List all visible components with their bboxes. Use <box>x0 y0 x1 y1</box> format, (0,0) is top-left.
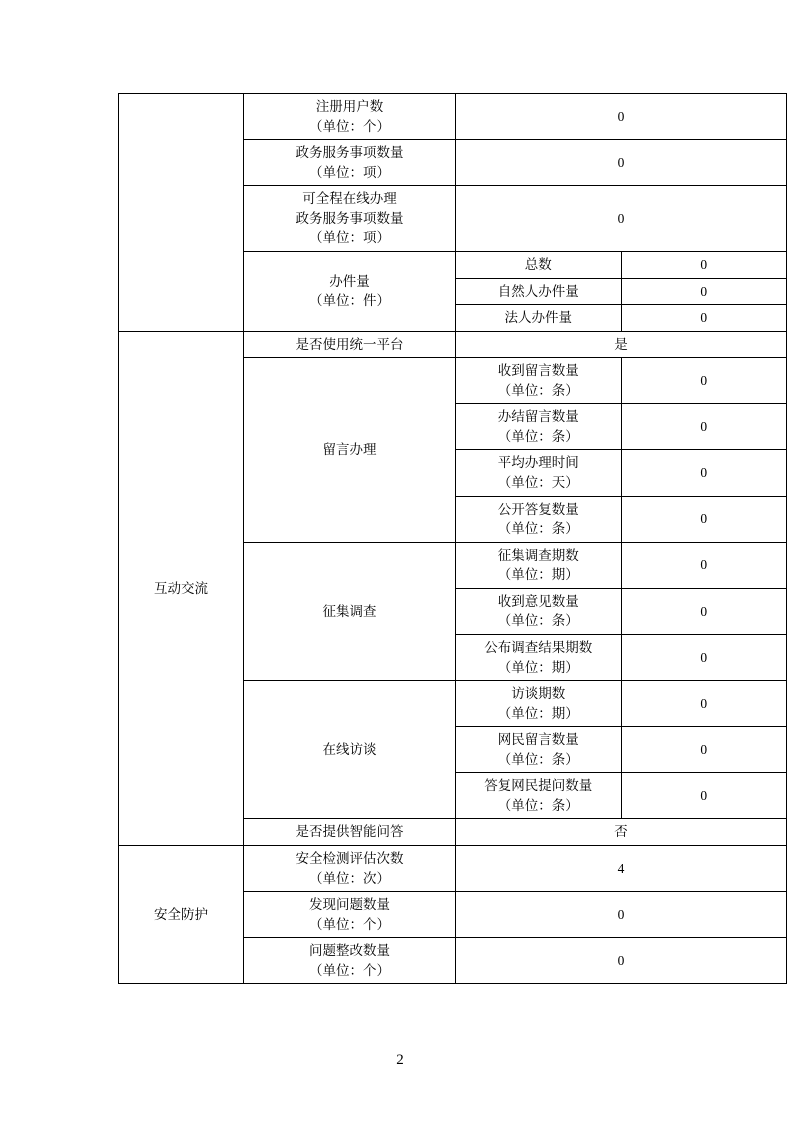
item-label-handled-cases <box>244 251 456 331</box>
value-registered-users: 0 <box>456 94 787 140</box>
item-label-security-assessments <box>244 846 456 892</box>
value-unified-platform: 是 <box>456 331 787 358</box>
category-cell-empty <box>119 94 244 332</box>
item-label-netizen-questions-answered <box>456 773 622 819</box>
value-security-assessments: 4 <box>456 846 787 892</box>
value-netizen-questions-answered: 0 <box>621 773 787 819</box>
label-line1: 公布调查结果期数 <box>484 639 593 655</box>
label-line2: （单位：期） <box>497 705 579 721</box>
value-public-replies: 0 <box>621 496 787 542</box>
label-line2: （单位：项） <box>309 164 390 180</box>
item-label-natural-person-cases: 自然人办件量 <box>456 278 622 305</box>
label-line2: （单位：条） <box>497 382 579 398</box>
item-label-opinions-received <box>456 588 622 634</box>
value-total-cases: 0 <box>621 251 787 278</box>
label-line2: 政务服务事项数量 <box>295 210 404 226</box>
value-issues-rectified: 0 <box>456 938 787 984</box>
label-line2: （单位：个） <box>309 916 390 932</box>
label-line2: （单位：件） <box>309 293 390 309</box>
label-line1: 注册用户数 <box>315 99 384 114</box>
label-line2: （单位：天） <box>497 475 579 490</box>
item-label-public-replies <box>456 496 622 542</box>
label-line2: （单位：条） <box>497 521 579 537</box>
label-line1: 访谈期数 <box>511 686 566 702</box>
label-line1: 办结留言数量 <box>497 409 579 425</box>
item-label-interview-periods <box>456 681 622 727</box>
label-line1: 政务服务事项数量 <box>295 145 404 161</box>
category-cell-interaction: 互动交流 <box>119 331 244 845</box>
label-line1: 网民留言数量 <box>497 732 579 748</box>
table-row <box>119 331 787 358</box>
item-label-fully-online-service-items <box>244 186 456 252</box>
value-opinions-received: 0 <box>621 588 787 634</box>
label-line2: （单位：个） <box>309 962 390 978</box>
label-line1: 问题整改数量 <box>309 943 390 959</box>
label-line1: 收到留言数量 <box>497 363 579 379</box>
value-legal-person-cases: 0 <box>621 305 787 332</box>
label-line2: （单位：条） <box>497 613 579 629</box>
item-label-messages-received <box>456 358 622 404</box>
value-messages-completed: 0 <box>621 404 787 450</box>
report-table-container <box>118 93 708 984</box>
item-label-issues-found <box>244 892 456 938</box>
value-issues-found: 0 <box>456 892 787 938</box>
label-line1: 征集调查期数 <box>497 547 579 563</box>
value-messages-received: 0 <box>621 358 787 404</box>
label-line2: （单位：条） <box>497 751 579 767</box>
value-survey-periods: 0 <box>621 542 787 588</box>
item-label-average-handling-time <box>456 450 622 496</box>
page-number: 2 <box>396 1052 404 1068</box>
value-interview-periods: 0 <box>621 681 787 727</box>
label-line2: （单位：期） <box>497 567 579 583</box>
value-average-handling-time: 0 <box>621 450 787 496</box>
label-line1: 平均办理时间 <box>497 455 579 471</box>
government-website-report-table <box>118 93 787 984</box>
label-line2: （单位：个） <box>309 118 390 134</box>
value-netizen-messages: 0 <box>621 727 787 773</box>
label-line1: 办件量 <box>329 273 370 289</box>
group-label-survey-collection: 征集调查 <box>244 542 456 680</box>
label-line3: （单位：项） <box>309 230 390 246</box>
item-label-service-items-count <box>244 140 456 186</box>
item-label-legal-person-cases: 法人办件量 <box>456 305 622 332</box>
group-label-online-interview: 在线访谈 <box>244 681 456 819</box>
table-row <box>119 94 787 140</box>
item-label-total-cases: 总数 <box>456 251 622 278</box>
item-label-unified-platform: 是否使用统一平台 <box>244 331 456 358</box>
category-cell-security: 安全防护 <box>119 846 244 984</box>
value-service-items-count: 0 <box>456 140 787 186</box>
value-smart-qa: 否 <box>456 819 787 846</box>
item-label-smart-qa: 是否提供智能问答 <box>244 819 456 846</box>
label-line2: （单位：期） <box>497 659 579 675</box>
label-line2: （单位：条） <box>497 428 579 444</box>
item-label-issues-rectified <box>244 938 456 984</box>
value-fully-online-service-items: 0 <box>456 186 787 252</box>
label-line1: 答复网民提问数量 <box>484 778 593 794</box>
value-natural-person-cases: 0 <box>621 278 787 305</box>
value-published-survey-results: 0 <box>621 634 787 680</box>
label-line2: （单位：条） <box>497 797 579 813</box>
item-label-messages-completed <box>456 404 622 450</box>
label-line1: 公开答复数量 <box>497 501 579 517</box>
group-label-message-handling: 留言办理 <box>244 358 456 543</box>
item-label-published-survey-results <box>456 634 622 680</box>
table-row <box>119 846 787 892</box>
label-line1: 发现问题数量 <box>309 897 390 913</box>
label-line2: （单位：次） <box>309 870 390 886</box>
label-line1: 安全检测评估次数 <box>295 851 404 866</box>
label-line1: 可全程在线办理 <box>302 191 397 207</box>
label-line1: 收到意见数量 <box>497 593 579 609</box>
item-label-survey-periods <box>456 542 622 588</box>
item-label-registered-users <box>244 94 456 140</box>
item-label-netizen-messages <box>456 727 622 773</box>
